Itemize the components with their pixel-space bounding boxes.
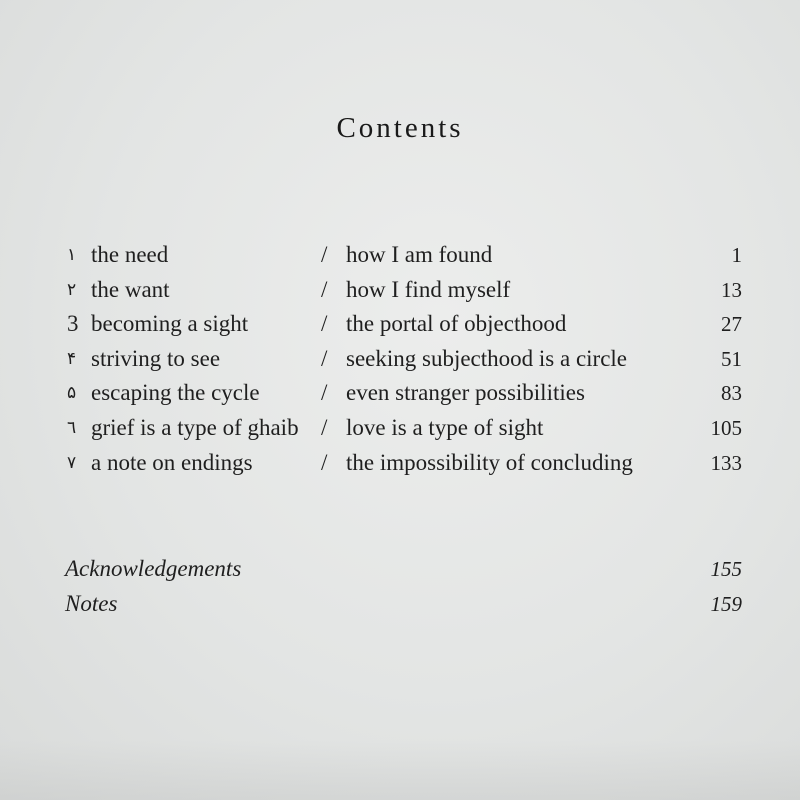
separator: / <box>321 242 328 267</box>
page-number: 105 <box>710 415 742 440</box>
chapter-title: the want <box>91 276 170 302</box>
chapter-number: ٢ <box>67 279 77 300</box>
chapter-number: ١ <box>67 245 77 265</box>
back-matter-label: Acknowledgements <box>65 556 242 581</box>
chapter-number: ۴ <box>67 348 77 369</box>
page-shadow <box>0 740 800 800</box>
separator: / <box>321 345 328 371</box>
page-number: 1 <box>731 243 742 267</box>
chapter-number: 3 <box>67 311 79 337</box>
chapter-subtitle: even stranger possibilities <box>346 380 585 406</box>
separator: / <box>321 276 328 302</box>
page-number: 51 <box>721 346 742 371</box>
chapter-row <box>0 446 800 481</box>
page-number: 159 <box>710 591 742 616</box>
back-matter-row <box>0 587 800 622</box>
chapter-title: escaping the cycle <box>91 380 260 406</box>
separator: / <box>321 311 328 337</box>
chapter-subtitle: seeking subjecthood is a circle <box>346 345 628 371</box>
separator: / <box>321 449 328 475</box>
chapter-subtitle: how I find myself <box>346 276 511 302</box>
contents-heading: Contents <box>336 112 464 144</box>
chapter-number: ۵ <box>67 383 77 404</box>
chapter-row <box>0 307 800 342</box>
chapter-row <box>0 238 800 273</box>
chapter-title: a note on endings <box>91 449 253 475</box>
back-matter-list <box>0 552 800 621</box>
chapter-subtitle: love is a type of sight <box>346 414 544 440</box>
page-number: 155 <box>710 557 742 581</box>
chapter-subtitle: the impossibility of concluding <box>346 449 633 475</box>
page-number: 83 <box>721 381 742 406</box>
chapter-number: ٦ <box>67 417 77 438</box>
chapter-row <box>0 411 800 446</box>
chapter-title: grief is a type of ghaib <box>91 414 299 440</box>
page-number: 27 <box>721 312 742 337</box>
chapter-row <box>0 376 800 411</box>
chapter-title: becoming a sight <box>91 311 249 337</box>
chapter-row <box>0 273 800 308</box>
chapter-title: the need <box>91 242 169 267</box>
chapter-list <box>0 238 800 480</box>
chapter-number: ٧ <box>67 452 77 473</box>
separator: / <box>321 380 328 406</box>
page-number: 13 <box>721 277 742 302</box>
separator: / <box>321 414 328 440</box>
back-matter-row <box>0 552 800 587</box>
back-matter-label: Notes <box>65 590 118 616</box>
chapter-subtitle: how I am found <box>346 242 493 267</box>
chapter-subtitle: the portal of objecthood <box>346 311 567 337</box>
page-number: 133 <box>710 450 742 475</box>
chapter-title: striving to see <box>91 345 221 371</box>
chapter-row <box>0 342 800 377</box>
